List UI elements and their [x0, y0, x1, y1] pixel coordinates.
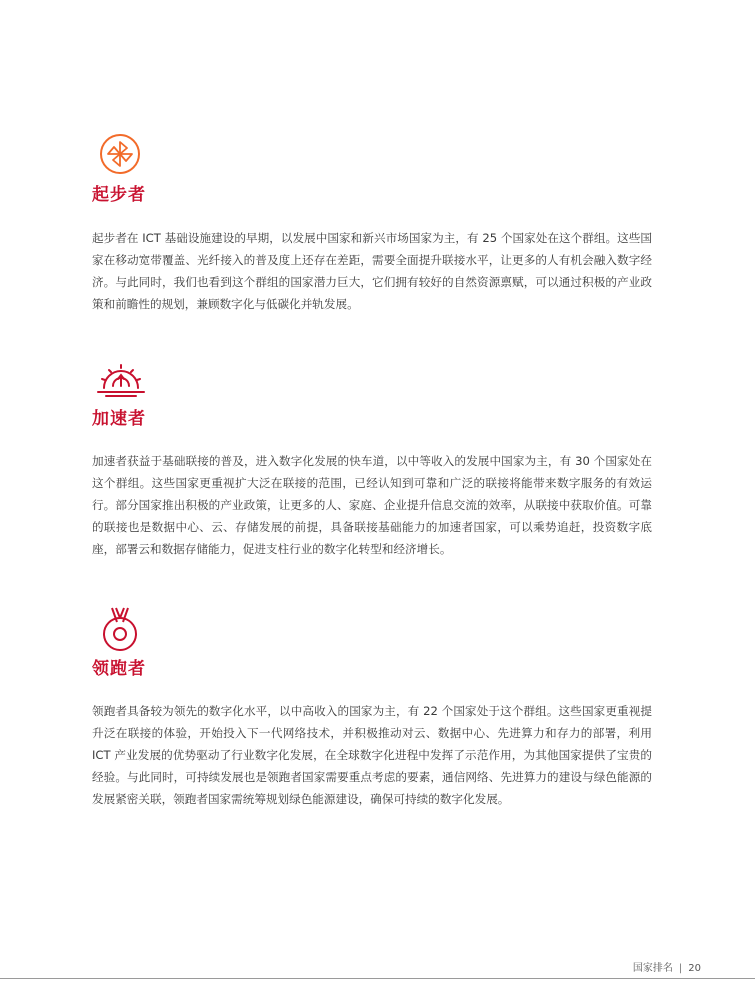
- section-accelerator: [92, 362, 652, 560]
- section-body: 起步者在 ICT 基础设施建设的早期，以发展中国家和新兴市场国家为主，有 25 个国家处在这个群组。这些国家在移动宽带覆盖、光纤接入的普及度上还存在差距，需要全面提升联接水平，让更多的人有机会融入数字经济。与此同时，我们也看到这个群组的国家潜力巨大，它们拥有较好的自然资源禀赋，可以通过积极的产业政策和前瞻性的规划，兼顾数字化与低碳化并轨发展。: [92, 231, 652, 311]
- medal-icon: [98, 606, 142, 654]
- speedometer-icon: [96, 362, 146, 398]
- section-leader: [92, 606, 652, 810]
- section-body: 领跑者具备较为领先的数字化水平，以中高收入的国家为主，有 22 个国家处于这个群组。这些国家更重视提升泛在联接的体验，开始投入下一代网络技术，并积极推动对云、数据中心、先进算力和存力的部署，利用 ICT 产业发展的优势驱动了行业数字化发展，在全球数字化进程中发挥了示范作用，为其他国家提供了宝贵的经验。与此同时，可持续发展也是领跑者国家需要重点考虑的要素，通信网络、先进算力的建设与绿色能源的发展紧密关联，领跑者国家需统筹规划绿色能源建设，确保可持续的数字化发展。: [92, 704, 652, 806]
- section-title: 加速者: [92, 409, 146, 429]
- section-starter: [92, 132, 652, 315]
- page-footer: [633, 962, 701, 976]
- footer-separator: |: [678, 963, 683, 974]
- footer-divider: [0, 978, 755, 979]
- pinwheel-icon: [98, 132, 142, 176]
- section-title: 领跑者: [92, 659, 146, 679]
- page-number: 20: [688, 963, 701, 974]
- footer-section-name: 国家排名: [632, 963, 673, 974]
- section-body: 加速者获益于基础联接的普及，进入数字化发展的快车道，以中等收入的发展中国家为主，有 30 个国家处在这个群组。这些国家更重视扩大泛在联接的范围，已经认知到可靠和广泛的联接将能带来数字服务的有效运行。部分国家推出积极的产业政策，让更多的人、家庭、企业提升信息交流的效率，从联接中获取价值。可靠的联接也是数据中心、云、存储发展的前提，具备联接基础能力的加速者国家，可以乘势追赶，投资数字底座，部署云和数据存储能力，促进支柱行业的数字化转型和经济增长。: [92, 454, 652, 556]
- section-title: 起步者: [92, 185, 146, 205]
